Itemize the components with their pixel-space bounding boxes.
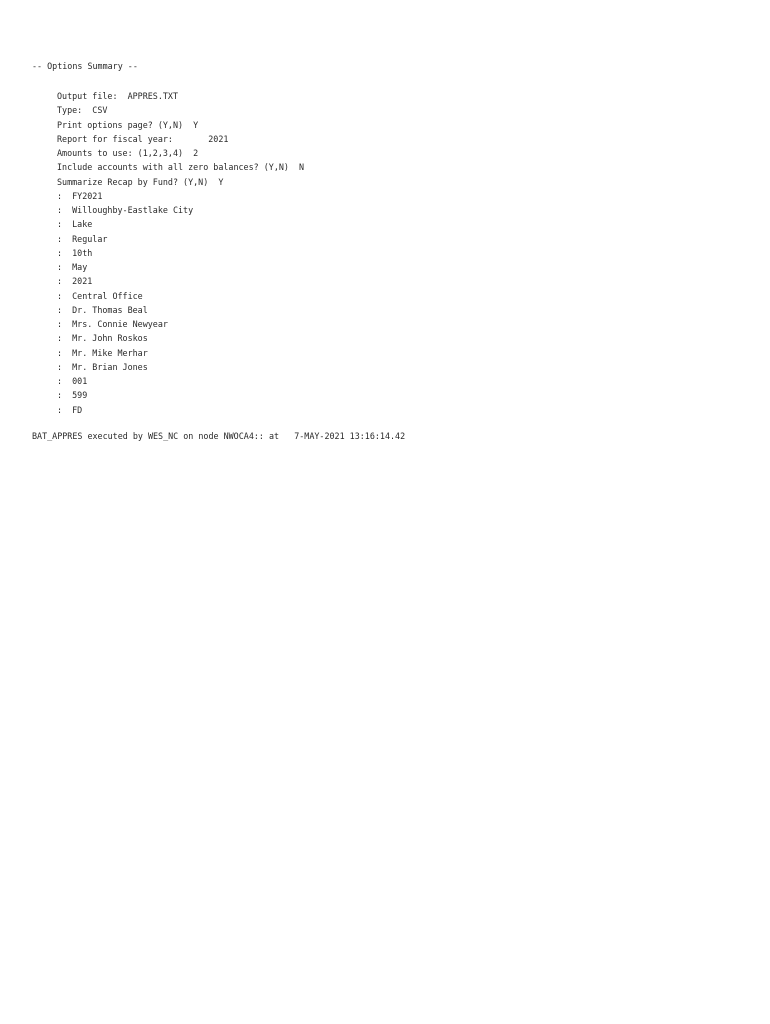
option-type: Type: CSV [57, 105, 108, 116]
option-value-row: : FD [57, 404, 83, 415]
option-print-options-page: Print options page? (Y,N) Y [57, 119, 199, 130]
option-value-row: : Dr. Thomas Beal [57, 304, 148, 315]
option-include-zero-balances: Include accounts with all zero balances? (Y,N) N [57, 162, 305, 173]
option-value-row: : Regular [57, 233, 108, 244]
execution-footer: BAT_APPRES executed by WES_NC on node NWOCA4:: at 7-MAY-2021 13:16:14.42 [32, 431, 406, 441]
option-value-row: : 2021 [57, 276, 93, 287]
option-summarize-recap: Summarize Recap by Fund? (Y,N) Y [57, 176, 224, 187]
option-value-row: : Mr. John Roskos [57, 333, 148, 344]
option-value-row: : May [57, 262, 88, 272]
option-value-row: : 599 [57, 390, 88, 401]
option-value-row: : Central Office [57, 290, 143, 301]
option-amounts-to-use: Amounts to use: (1,2,3,4) 2 [57, 148, 199, 158]
option-value-row: : Mrs. Connie Newyear [57, 319, 168, 329]
option-value-row: : Lake [57, 219, 93, 230]
option-value-row: : FY2021 [57, 190, 103, 201]
options-summary-heading: -- Options Summary -- [32, 61, 138, 71]
option-value-row: : Willoughby-Eastlake City [57, 205, 194, 215]
option-value-row: : Mr. Brian Jones [57, 361, 148, 372]
option-output-file: Output file: APPRES.TXT [57, 91, 179, 101]
option-fiscal-year: Report for fiscal year: 2021 [57, 133, 229, 144]
option-value-row: : Mr. Mike Merhar [57, 347, 148, 358]
option-value-row: : 001 [57, 376, 88, 386]
option-value-row: : 10th [57, 247, 93, 258]
options-list [57, 89, 304, 417]
